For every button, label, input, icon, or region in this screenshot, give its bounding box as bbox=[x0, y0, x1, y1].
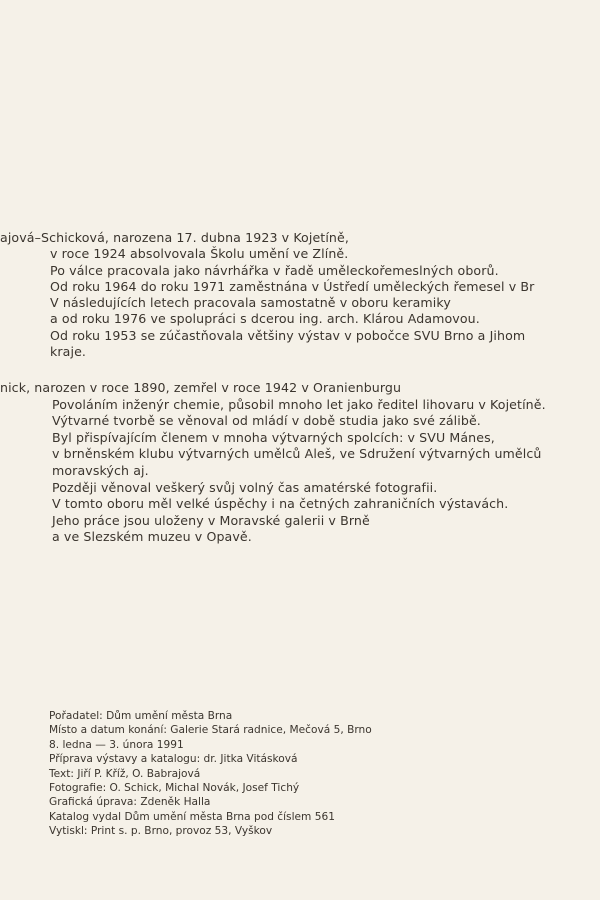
bio-line: a ve Slezském muzeu v Opavě. bbox=[52, 529, 252, 545]
credit-line: Grafická úprava: Zdeněk Halla bbox=[49, 796, 211, 809]
bio-line: ajová–Schicková, narozena 17. dubna 1923 v Kojetíně, bbox=[0, 230, 349, 245]
bio-line: kraje. bbox=[50, 344, 87, 360]
bio-line: Od roku 1953 se zúčastňovala většiny výstav v pobočce SVU Brno a Jihom bbox=[50, 327, 526, 343]
bio-line: V tomto oboru měl velké úspěchy i na četných zahraničních výstavách. bbox=[52, 496, 509, 512]
bio-line: v roce 1924 absolvovala Školu umění ve Zlíně. bbox=[50, 246, 349, 262]
biography-section-1 bbox=[0, 230, 534, 360]
credit-line: Katalog vydal Dům umění města Brna pod číslem 561 bbox=[49, 810, 335, 823]
credit-line: Místo a datum konání: Galerie Stará radnice, Mečová 5, Brno bbox=[49, 724, 372, 737]
bio-line: Povoláním inženýr chemie, působil mnoho let jako ředitel lihovaru v Kojetíně. bbox=[52, 396, 546, 412]
credit-line: Vytiskl: Print s. p. Brno, provoz 53, Vyškov bbox=[49, 825, 273, 838]
bio-line: V následujících letech pracovala samostatně v oboru keramiky bbox=[50, 295, 451, 311]
biography-section-2 bbox=[0, 380, 546, 546]
bio-line: Po válce pracovala jako návrhářka v řadě uměleckořemeslných oborů. bbox=[50, 262, 499, 278]
bio-line: Později věnoval veškerý svůj volný čas amatérské fotografii. bbox=[52, 479, 438, 495]
bio-line: a od roku 1976 ve spolupráci s dcerou ing. arch. Klárou Adamovou. bbox=[50, 311, 480, 327]
bio-line: Jeho práce jsou uloženy v Moravské galerii v Brně bbox=[52, 512, 370, 528]
bio-line: nick, narozen v roce 1890, zemřel v roce 1942 v Oranienburgu bbox=[0, 380, 402, 395]
credit-line: Pořadatel: Dům umění města Brna bbox=[49, 710, 233, 722]
credit-line: Text: Jiří P. Kříž, O. Babrajová bbox=[49, 767, 201, 780]
bio-line: Od roku 1964 do roku 1971 zaměstnána v Ústředí uměleckých řemesel v Br bbox=[50, 278, 535, 294]
bio-line: v brněnském klubu výtvarných umělců Aleš, ve Sdružení výtvarných umělců bbox=[52, 446, 542, 462]
credit-line: Fotografie: O. Schick, Michal Novák, Josef Tichý bbox=[49, 781, 300, 794]
credit-line: Příprava výstavy a katalogu: dr. Jitka Vitásková bbox=[49, 753, 298, 766]
bio-line: moravských aj. bbox=[52, 462, 149, 478]
exhibition-credits bbox=[49, 709, 372, 839]
credit-line: 8. ledna — 3. února 1991 bbox=[49, 738, 184, 751]
bio-line: Byl přispívajícím členem v mnoha výtvarných spolcích: v SVU Mánes, bbox=[52, 429, 495, 445]
bio-line: Výtvarné tvorbě se věnoval od mládí v době studia jako své zálibě. bbox=[52, 413, 481, 429]
